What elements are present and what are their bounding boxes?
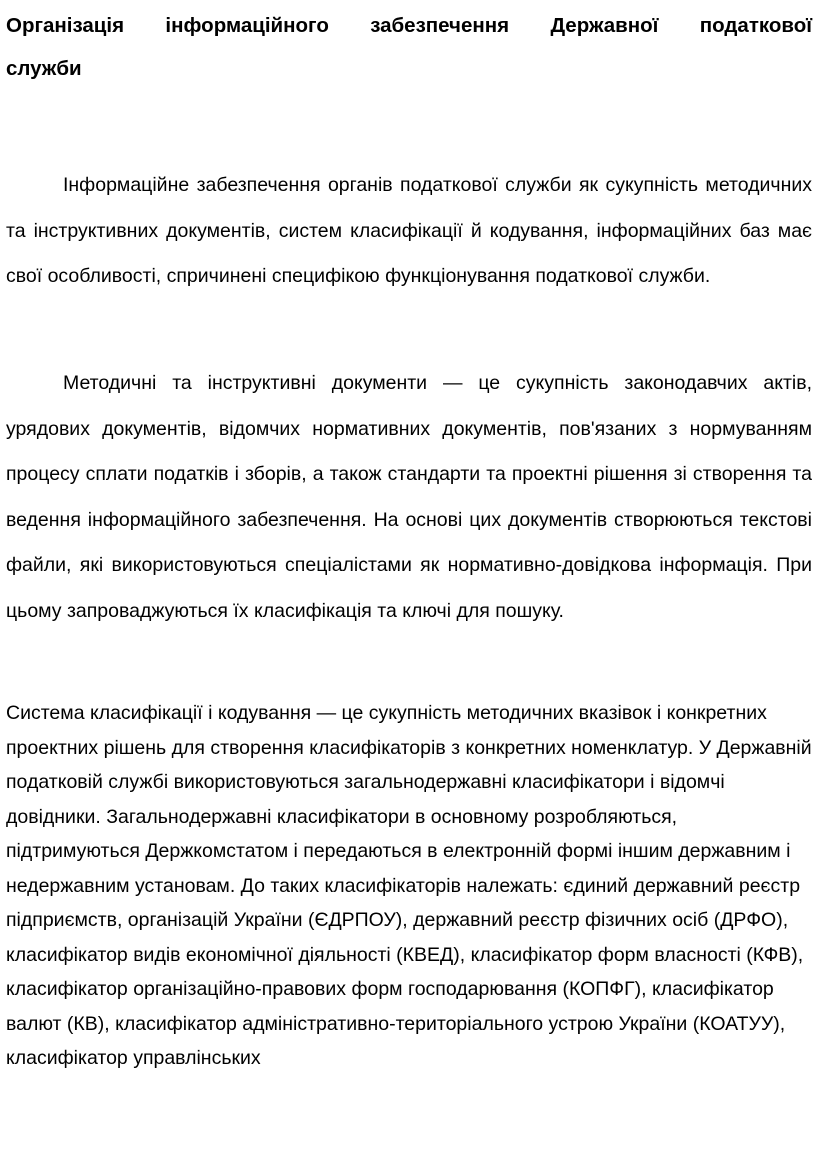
paragraph-information-support: Інформаційне забезпечення органів податкової служби як сукупність методичних та інструктивних документів, систем класифікації й кодування, інформаційних баз має свої особливості, спричинені специфікою функціонування податкової служби. bbox=[6, 174, 812, 287]
document-title-line-1: Організація інформаційного забезпечення Державної податкової bbox=[6, 14, 812, 37]
document-title bbox=[6, 4, 812, 90]
paragraph-classification-system: Система класифікації і кодування — це сукупність методичних вказівок і конкретних проектних рішень для створення класифікаторів з конкретних номенклатур. У Державній податковій службі використовуються загальнодержавні класифікатори і відомчі довідники. Загальнодержавні класифікатори в основному розробляються, підтримуються Держкомстатом і передаються в електронній формі іншим державним і недержавним установам. До таких класифікаторів належать: єдиний державний реєстр підприємств, організацій України (ЄДРПОУ), державний реєстр фізичних осіб (ДРФО), класифікатор видів економічної діяльності (КВЕД), класифікатор форм власності (КФВ), класифікатор організаційно-правових форм господарювання (КОПФГ), класифікатор валют (КВ), класифікатор адміністративно-територіального устрою України (КОАТУУ), класифікатор управлінських bbox=[6, 702, 812, 1069]
document-title-line-2: служби bbox=[6, 57, 82, 80]
paragraph-methodical-documents: Методичні та інструктивні документи — це сукупність законодавчих актів, урядових документів, відомчих нормативних документів, пов'язаних з нормуванням процесу сплати податків і зборів, а також стандарти та проектні рішення зі створення та ведення інформаційного забезпечення. На основі цих документів створюються текстові файли, які використовуються спеціалістами як нормативно-довідкова інформація. При цьому запроваджуються їх класифікація та ключі для пошуку. bbox=[6, 372, 812, 622]
